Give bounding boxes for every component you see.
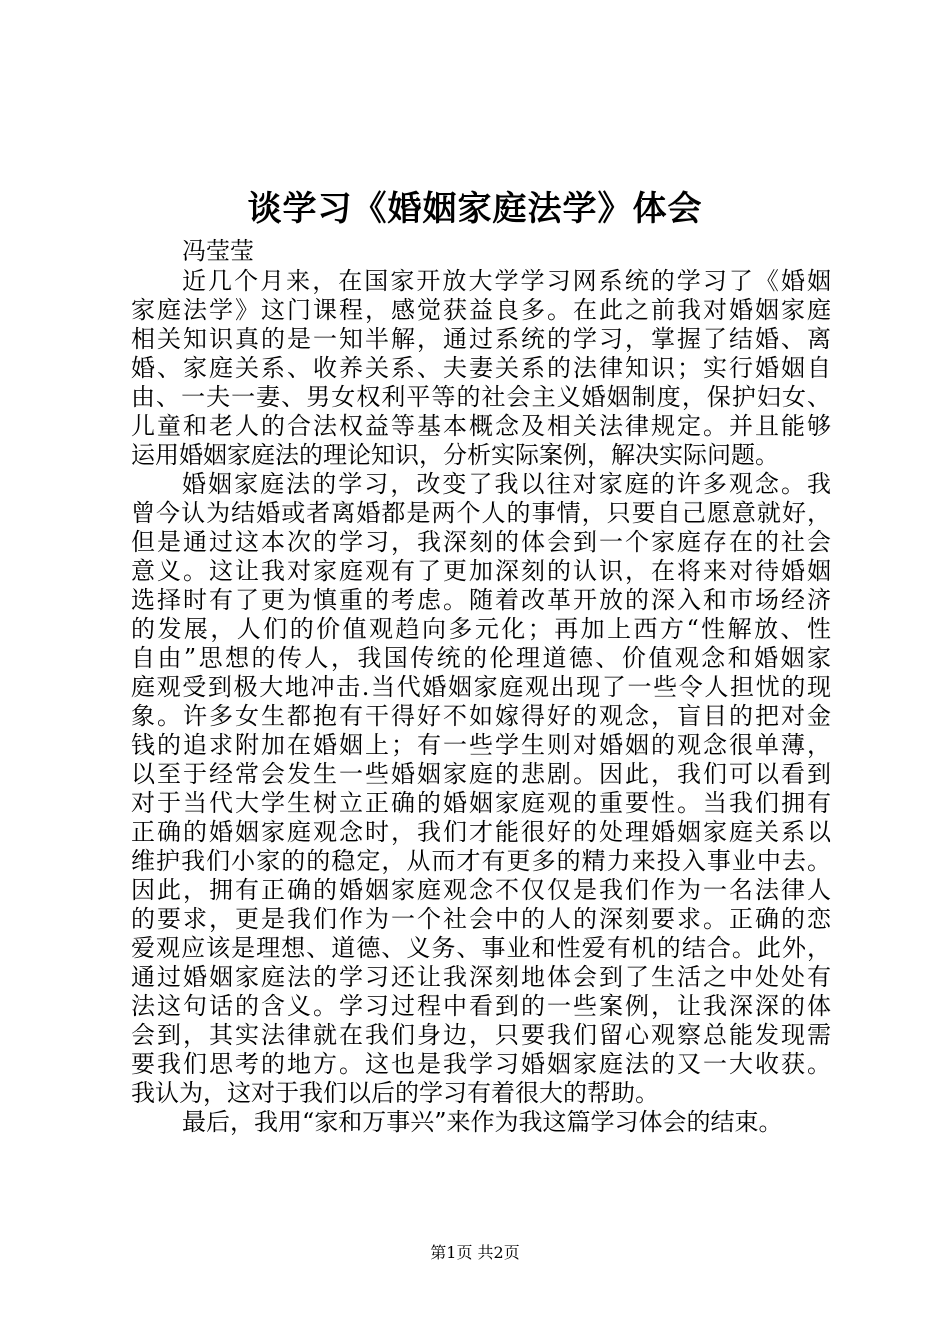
paragraph-line: 我认为，这对于我们以后的学习有着很大的帮助。: [131, 1079, 659, 1107]
paragraph-line: 最后，我用“家和万事兴”来作为我这篇学习体会的结束。: [182, 1108, 783, 1136]
paragraph-line: 钱的追求附加在婚姻上；有一些学生则对婚姻的观念很单薄，: [131, 731, 831, 759]
paragraph: [131, 267, 831, 470]
paragraph-line: 对于当代大学生树立正确的婚姻家庭观的重要性。当我们拥有: [131, 789, 831, 817]
paragraph-line: 法这句话的含义。学习过程中看到的一些案例，让我深深的体: [131, 992, 831, 1020]
paragraph-line: 自由”思想的传人，我国传统的伦理道德、价值观念和婚姻家: [131, 644, 831, 672]
paragraph-line: 以至于经常会发生一些婚姻家庭的悲剧。因此，我们可以看到: [131, 760, 831, 788]
paragraph-line: 庭观受到极大地冲击.当代婚姻家庭观出现了一些令人担忧的现: [131, 673, 831, 701]
author-name: 冯莹莹: [182, 237, 254, 265]
paragraph-line: 儿童和老人的合法权益等基本概念及相关法律规定。并且能够: [131, 412, 831, 440]
paragraph: [131, 470, 831, 1108]
paragraph-line: 的发展，人们的价值观趋向多元化；再加上西方“性解放、性: [131, 615, 831, 643]
paragraph-line: 但是通过这本次的学习，我深刻的体会到一个家庭存在的社会: [131, 528, 831, 556]
document-body: [131, 267, 831, 1137]
paragraph-line: 正确的婚姻家庭观念时，我们才能很好的处理婚姻家庭关系以: [131, 818, 831, 846]
paragraph-line: 爱观应该是理想、道德、义务、事业和性爱有机的结合。此外，: [131, 934, 831, 962]
paragraph-line: 婚姻家庭法的学习，改变了我以往对家庭的许多观念。我: [182, 470, 831, 498]
paragraph-line: 曾今认为结婚或者离婚都是两个人的事情，只要自己愿意就好，: [131, 499, 831, 527]
paragraph-line: 选择时有了更为慎重的考虑。随着改革开放的深入和市场经济: [131, 586, 831, 614]
paragraph: [131, 1108, 831, 1137]
paragraph-line: 维护我们小家的的稳定，从而才有更多的精力来投入事业中去。: [131, 847, 831, 875]
paragraph-line: 婚、家庭关系、收养关系、夫妻关系的法律知识；实行婚姻自: [131, 354, 831, 382]
paragraph-line: 家庭法学》这门课程，感觉获益良多。在此之前我对婚姻家庭: [131, 296, 831, 324]
document-title: 谈学习《婚姻家庭法学》体会: [247, 189, 703, 229]
paragraph-line: 相关知识真的是一知半解，通过系统的学习，掌握了结婚、离: [131, 325, 831, 353]
paragraph-line: 意义。这让我对家庭观有了更加深刻的认识，在将来对待婚姻: [131, 557, 831, 585]
paragraph-line: 因此，拥有正确的婚姻家庭观念不仅仅是我们作为一名法律人: [131, 876, 831, 904]
page-footer: 第1页 共2页: [430, 1243, 520, 1262]
paragraph-line: 通过婚姻家庭法的学习还让我深刻地体会到了生活之中处处有: [131, 963, 831, 991]
paragraph-line: 会到，其实法律就在我们身边，只要我们留心观察总能发现需: [131, 1021, 831, 1049]
paragraph-line: 象。许多女生都抱有干得好不如嫁得好的观念，盲目的把对金: [131, 702, 831, 730]
paragraph-line: 由、一夫一妻、男女权利平等的社会主义婚姻制度，保护妇女、: [131, 383, 831, 411]
paragraph-line: 近几个月来，在国家开放大学学习网系统的学习了《婚姻: [182, 267, 831, 295]
paragraph-line: 运用婚姻家庭法的理论知识，分析实际案例，解决实际问题。: [131, 441, 779, 469]
paragraph-line: 要我们思考的地方。这也是我学习婚姻家庭法的又一大收获。: [131, 1050, 831, 1078]
paragraph-line: 的要求，更是我们作为一个社会中的人的深刻要求。正确的恋: [131, 905, 831, 933]
